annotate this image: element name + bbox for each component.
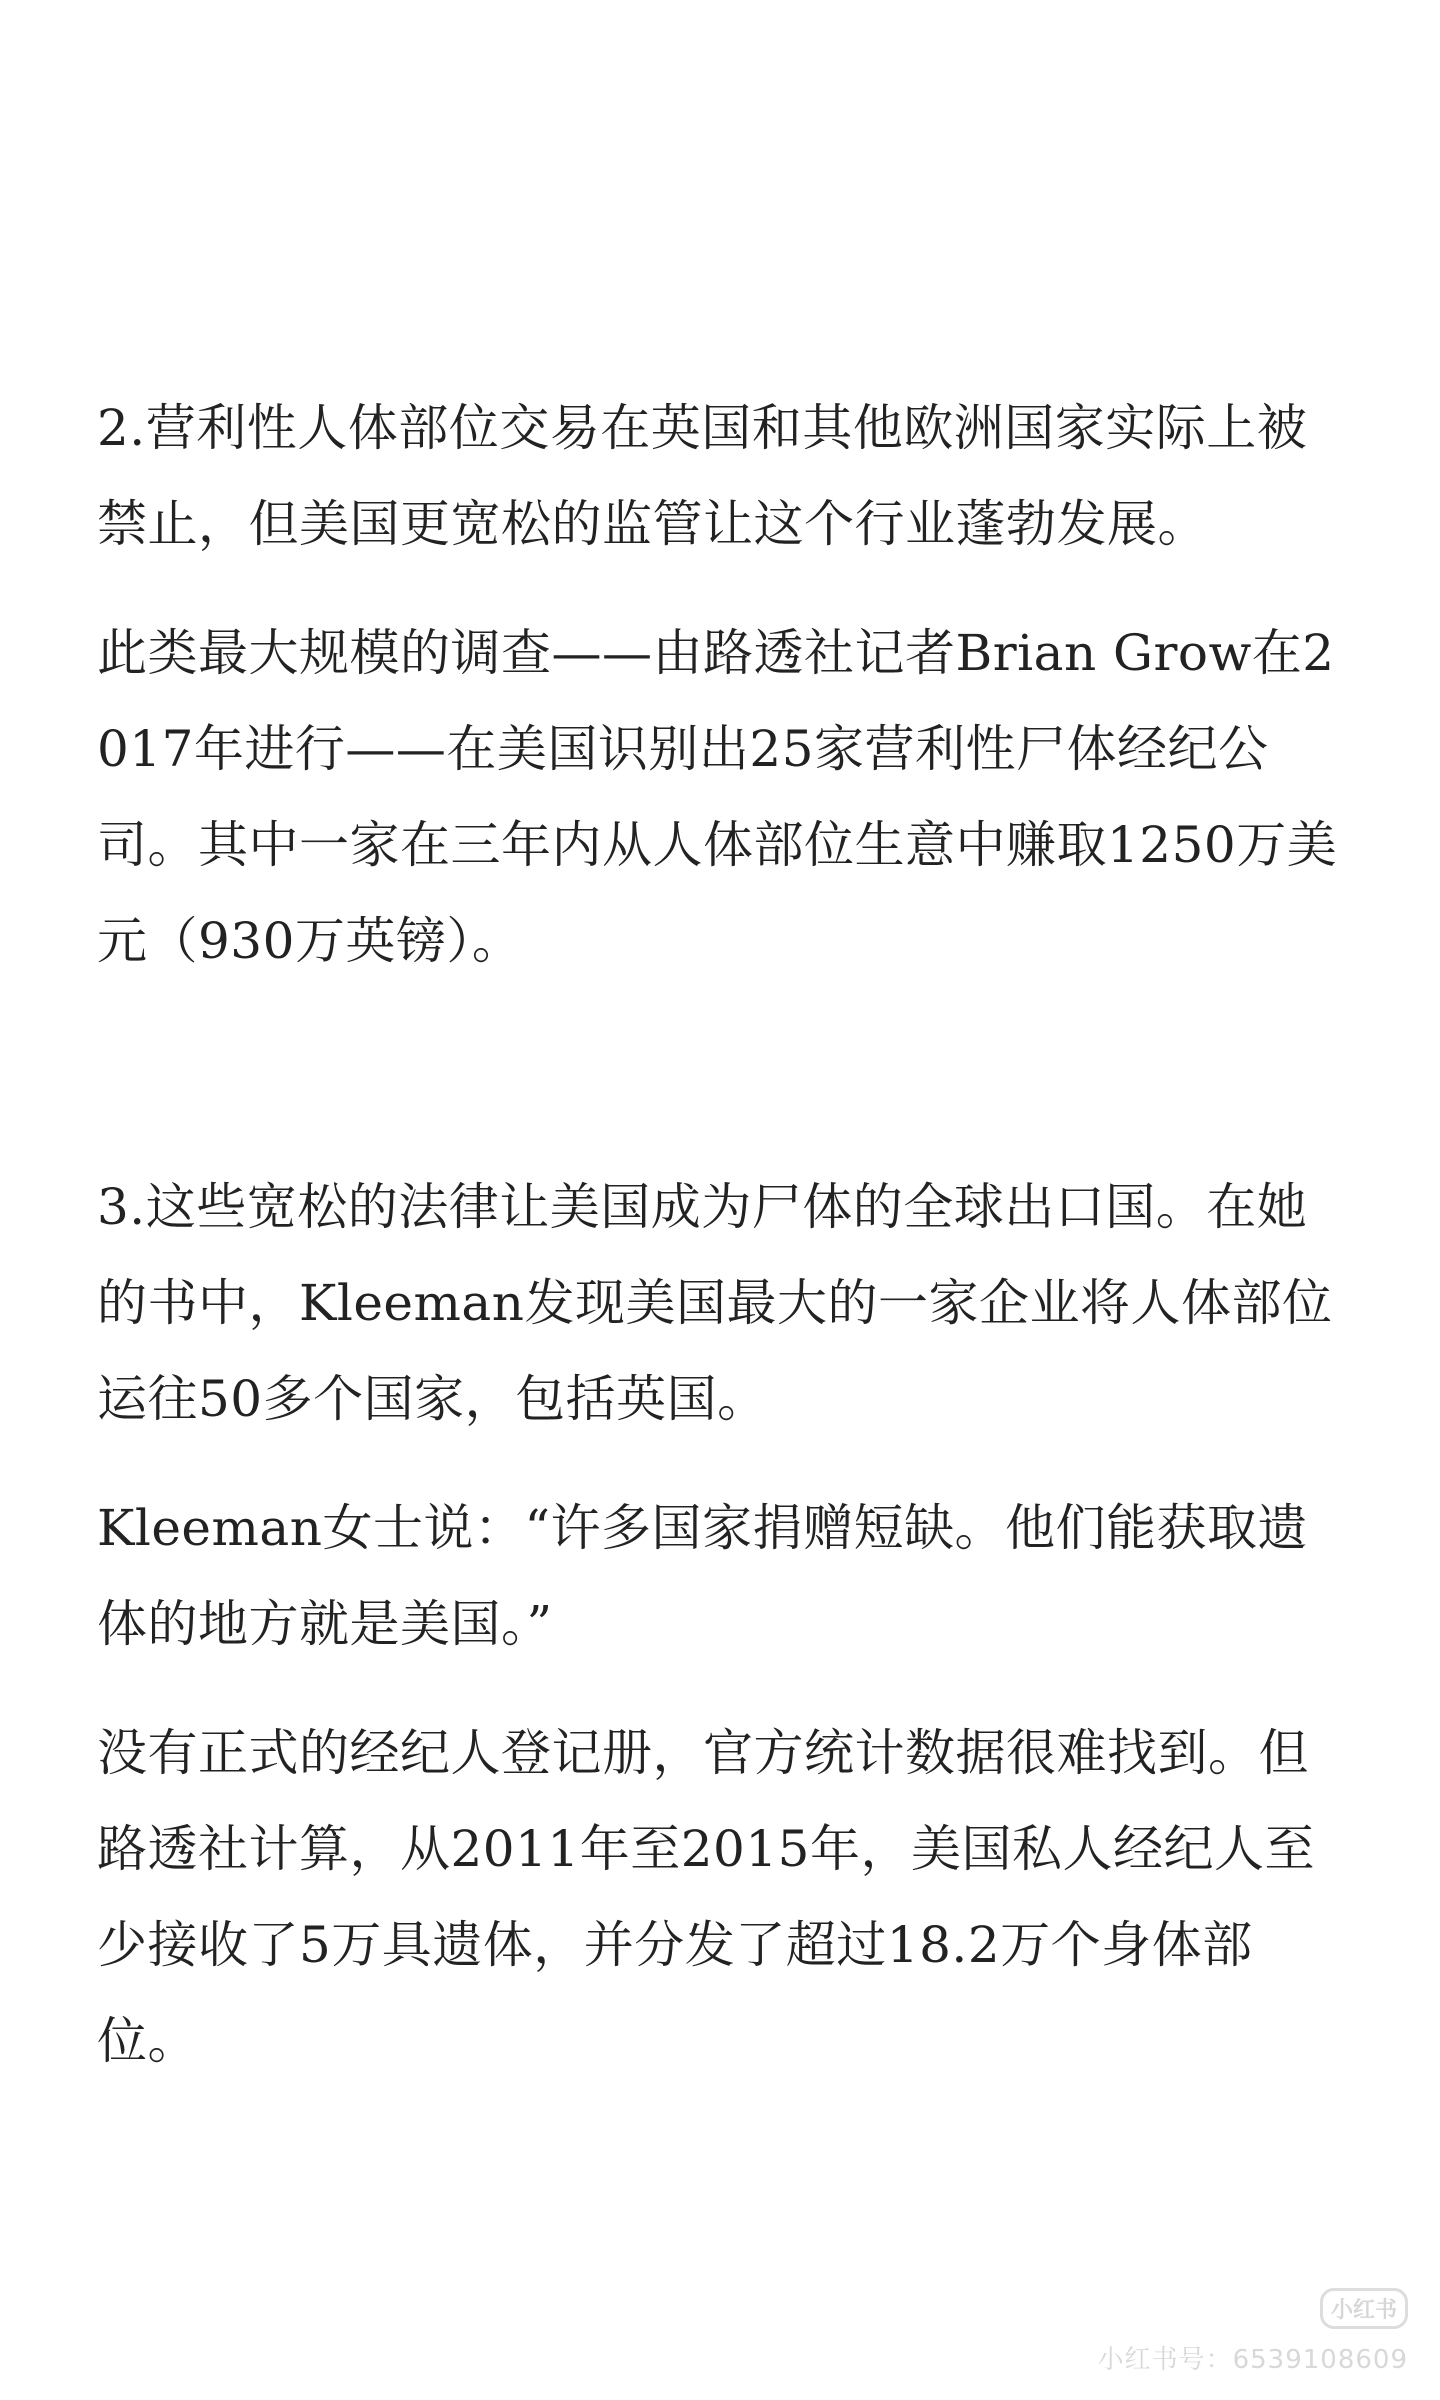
- article-body: [97, 380, 1347, 2089]
- watermark-account-id: 小红书号：6539108609: [1097, 2345, 1408, 2375]
- xiaohongshu-logo-icon: 小红书: [1320, 2288, 1408, 2329]
- paragraph-spacer: [97, 572, 1347, 605]
- paragraph-global-exporter: 3.这些宽松的法律让美国成为尸体的全球出口国。在她的书中，Kleeman发现美国最大的一家企业将人体部位运往50多个国家，包括英国。: [97, 1178, 1333, 1428]
- paragraph-reuters-investigation: 此类最大规模的调查——由路透社记者Brian Grow在2017年进行——在美国识别出25家营利性尸体经纪公司。其中一家在三年内从人体部位生意中赚取1250万美元（930万英镑）。: [97, 624, 1338, 970]
- paragraph-broker-statistics: 没有正式的经纪人登记册，官方统计数据很难找到。但路透社计算，从2011年至2015年，美国私人经纪人至少接收了5万具遗体，并分发了超过18.2万个身体部位。: [97, 1724, 1315, 2070]
- section-spacer: [97, 989, 1347, 1159]
- paragraph-spacer: [97, 1447, 1347, 1480]
- watermark: [1098, 2288, 1408, 2376]
- paragraph-spacer: [97, 1672, 1347, 1705]
- paragraph-kleeman-quote: Kleeman女士说：“许多国家捐赠短缺。他们能获取遗体的地方就是美国。”: [97, 1499, 1309, 1653]
- paragraph-uk-ban: 2.营利性人体部位交易在英国和其他欧洲国家实际上被禁止，但美国更宽松的监管让这个行业蓬勃发展。: [97, 399, 1308, 553]
